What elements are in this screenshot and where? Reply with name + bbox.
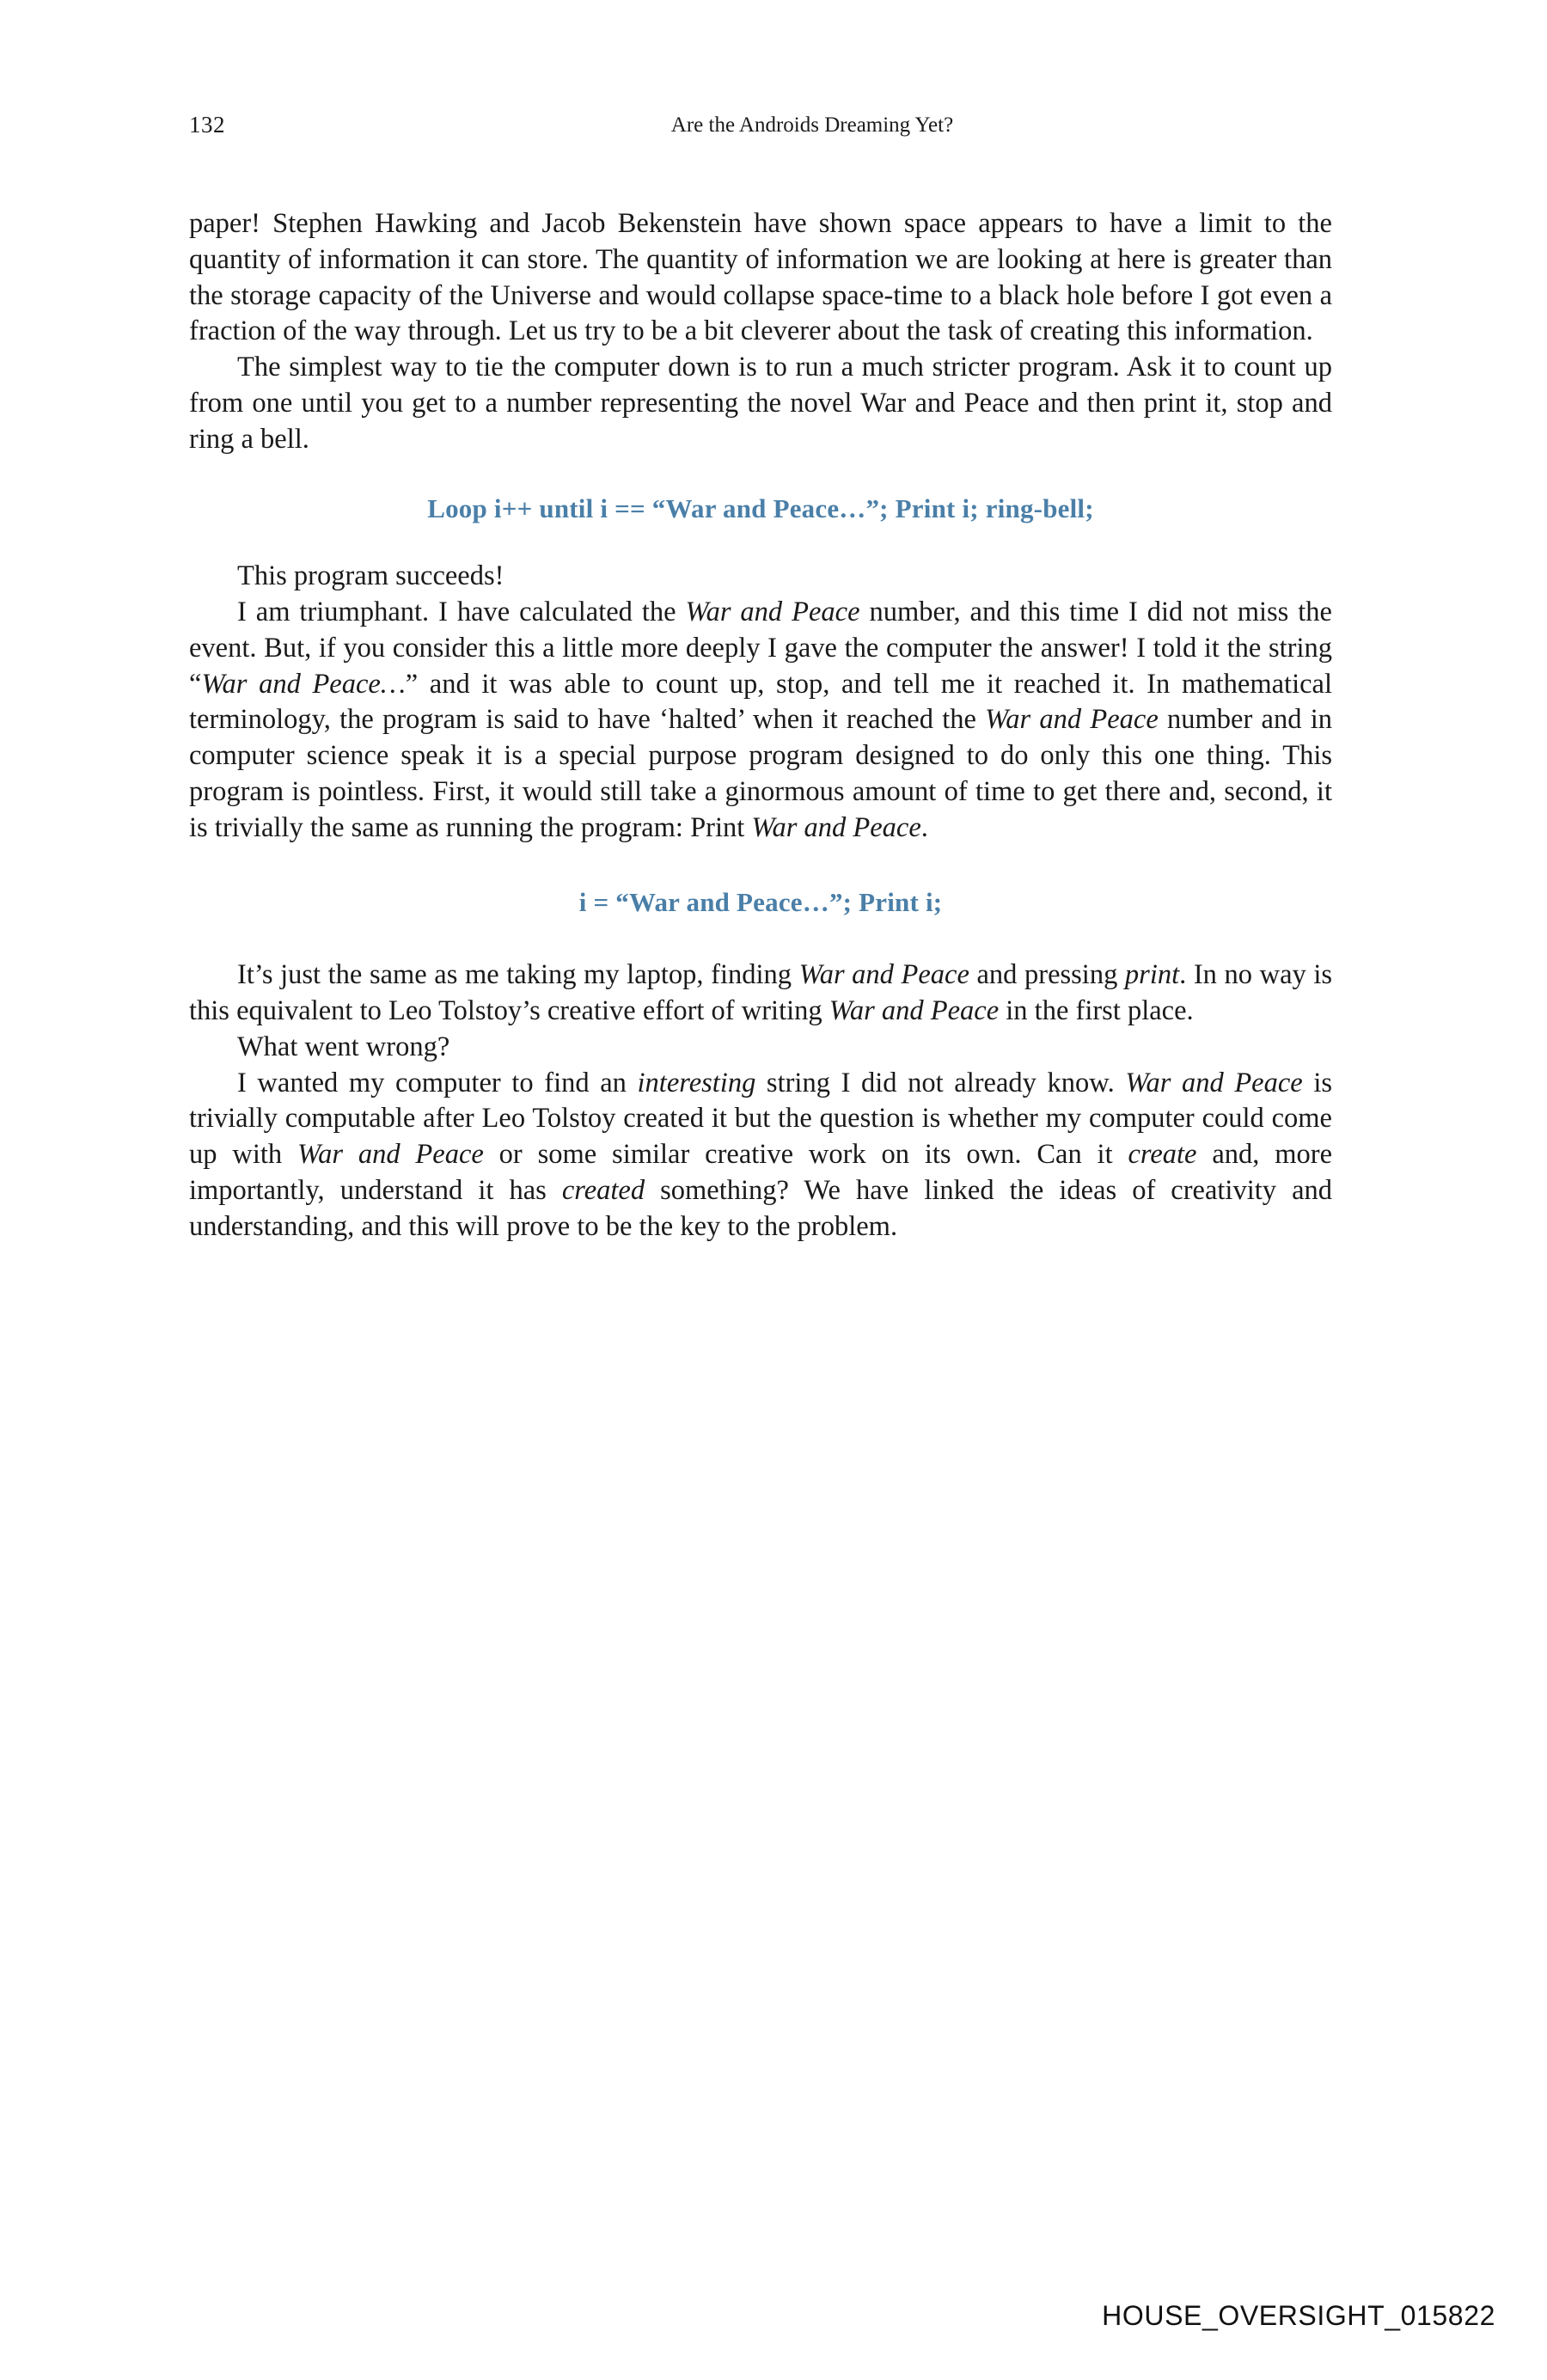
p4-seg-d: number and in computer science speak it is a special purpose program designed to do only this one thing. This program is pointless. First, it would still take a ginormous amount of time to get there and, second, it is trivially the same as running the program: Print xyxy=(189,704,1333,843)
paragraph-6: What went wrong? xyxy=(237,1031,450,1062)
code-line-2: i = “War and Peace…”; Print i; xyxy=(578,887,943,918)
p7-seg-f: something? We have linked the ideas of creativity and understanding, and this will prove to be the key to the problem. xyxy=(189,1174,1332,1242)
p5-italic-2: print xyxy=(1124,959,1180,991)
p7-seg-d: or some similar creative work on its own. Can it xyxy=(483,1139,1128,1170)
p4-italic-1: War and Peace xyxy=(685,597,860,627)
page-content xyxy=(189,112,1332,1245)
p4-italic-2: War and Peace… xyxy=(201,668,406,700)
p4-seg-b: number, and this time I did not miss the event. But, if you consider this a little more deeply I gave the computer the answer! I told it the string “ xyxy=(189,597,1332,700)
p5-seg-b: and pressing xyxy=(969,959,1125,991)
page-number: 132 xyxy=(189,112,225,138)
p5-seg-d: in the first place. xyxy=(999,995,1194,1026)
body-text xyxy=(189,206,1332,1245)
p4-italic-3: War and Peace xyxy=(985,704,1159,736)
code-line-1: Loop i++ until i == “War and Peace…”; Print i; ring-bell; xyxy=(427,493,1094,524)
p5-seg-a: It’s just the same as me taking my laptop, finding xyxy=(237,959,799,991)
running-title: Are the Androids Dreaming Yet? xyxy=(670,113,954,137)
paragraph-5 xyxy=(189,958,1332,1030)
p7-seg-b: string I did not already know. xyxy=(755,1067,1126,1098)
paragraph-2: The simplest way to tie the computer down is to run a much stricter program. Ask it to count up from one until you get to a number representing the novel War and Peace and then print it, stop and ring a bell. xyxy=(189,352,1332,455)
p7-italic-1: interesting xyxy=(637,1067,756,1098)
paragraph-1: paper! Stephen Hawking and Jacob Bekenstein have shown space appears to have a limit to the quantity of information it can store. The quantity of information we are looking at here is greater than the storage capacity of the Universe and would collapse space-time to a black hole before I got even a fraction of the way through. Let us try to be a bit cleverer about the task of creating this information. xyxy=(189,208,1332,347)
running-head xyxy=(189,112,1332,163)
p4-seg-e: . xyxy=(920,811,928,843)
paragraph-4 xyxy=(189,595,1332,846)
paragraph-7 xyxy=(189,1066,1332,1245)
p7-italic-5: created xyxy=(561,1174,645,1206)
paragraph-3: This program succeeds! xyxy=(237,560,504,592)
p5-italic-1: War and Peace xyxy=(798,959,969,991)
p7-seg-a: I wanted my computer to find an xyxy=(237,1067,638,1098)
bates-stamp: HOUSE_OVERSIGHT_015822 xyxy=(1102,2300,1495,2331)
p4-seg-a: I am triumphant. I have calculated the xyxy=(237,597,686,627)
p7-italic-4: create xyxy=(1128,1139,1197,1170)
p7-italic-2: War and Peace xyxy=(1125,1067,1303,1098)
p5-seg-c: . In no way is this equivalent to Leo Tolstoy’s creative effort of writing xyxy=(189,959,1332,1026)
p7-italic-3: War and Peace xyxy=(297,1139,484,1170)
p4-seg-c: ” and it was able to count up, stop, and tell me it reached it. In mathematical terminology, the program is said to have ‘halted’ when it reached the xyxy=(189,668,1332,736)
p4-italic-4: War and Peace xyxy=(751,811,921,843)
p5-italic-3: War and Peace xyxy=(829,995,1000,1026)
p7-seg-c: is trivially computable after Leo Tolstoy created it but the question is whether my computer could come up with xyxy=(189,1067,1333,1170)
p7-seg-e: and, more importantly, understand it has xyxy=(189,1139,1333,1206)
